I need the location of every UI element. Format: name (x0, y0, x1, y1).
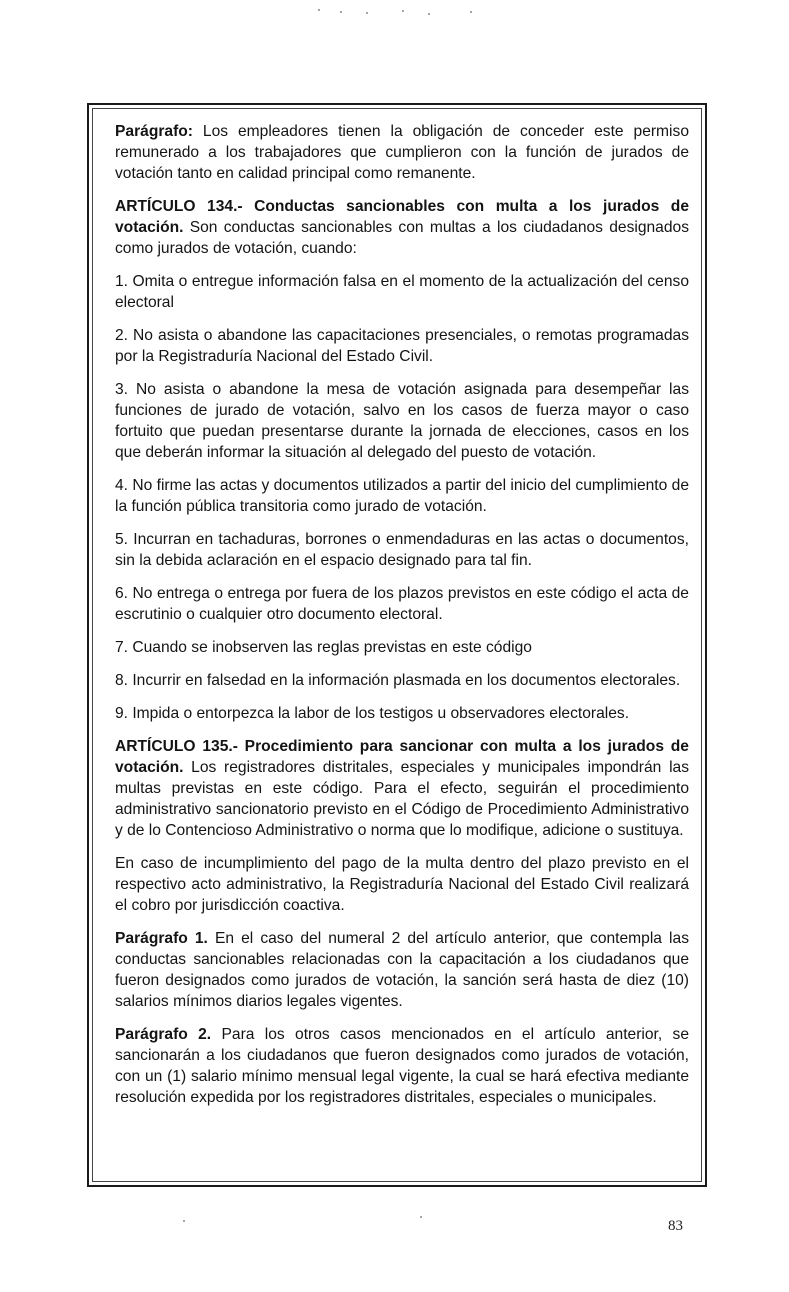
list-item-6: 6. No entrega o entrega por fuera de los plazos previstos en este código el acta de escrutinio o cualquier otro documento electoral. (115, 585, 689, 623)
list-item-5: 5. Incurran en tachaduras, borrones o enmendaduras en las actas o documentos, sin la debida aclaración en el espacio designado para tal fin. (115, 531, 689, 569)
paragrafo-1 (115, 928, 689, 1012)
scan-speck (340, 11, 342, 13)
scan-speck (366, 12, 368, 14)
list-item-9: 9. Impida o entorpezca la labor de los testigos u observadores electorales. (115, 705, 630, 722)
articulo-135-heading: ARTÍCULO 135.- Procedimiento para sancionar con multa a los jurados de votación. (115, 738, 689, 776)
articulo-134 (115, 196, 689, 259)
scan-speck (428, 13, 430, 15)
articulo-135 (115, 736, 689, 841)
articulo-135-text: Los registradores distritales, especiales y municipales impondrán las multas previstas en este código. Para el efecto, seguirán el procedimiento administrativo sancionatorio previsto en el Código de Procedimiento Administrativo y de lo Contencioso Administrativo o norma que lo modifique, adicione o sustituya. (115, 759, 689, 839)
scan-speck (318, 9, 320, 11)
list-item-7: 7. Cuando se inobserven las reglas previstas en este código (115, 639, 532, 656)
paragrafo-intro-heading: Parágrafo: (115, 123, 193, 140)
list-item-2: 2. No asista o abandone las capacitaciones presenciales, o remotas programadas por la Registraduría Nacional del Estado Civil. (115, 327, 689, 365)
scan-speck (470, 11, 472, 13)
list-item-4: 4. No firme las actas y documentos utilizados a partir del inicio del cumplimiento de la función pública transitoria como jurado de votación. (115, 477, 689, 515)
list-item-8: 8. Incurrir en falsedad en la información plasmada en los documentos electorales. (115, 672, 681, 689)
paragrafo-2-heading: Parágrafo 2. (115, 1026, 212, 1043)
scan-speck (183, 1220, 185, 1222)
scan-speck (402, 10, 404, 12)
list-item-1: 1. Omita o entregue información falsa en el momento de la actualización del censo electoral (115, 273, 689, 311)
scan-speck (420, 1216, 422, 1218)
paragrafo-1-heading: Parágrafo 1. (115, 930, 208, 947)
paragrafo-intro (115, 121, 689, 184)
list-item-3: 3. No asista o abandone la mesa de votación asignada para desempeñar las funciones de jurado de votación, salvo en los casos de fuerza mayor o caso fortuito que puedan presentarse durante la jornada de elecciones, casos en los que deberán informar la situación al delegado del puesto de votación. (115, 381, 689, 461)
articulo-134-heading: ARTÍCULO 134.- Conductas sancionables con multa a los jurados de votación. (115, 198, 689, 236)
incumplimiento-paragraph: En caso de incumplimiento del pago de la multa dentro del plazo previsto en el respectivo acto administrativo, la Registraduría Nacional del Estado Civil realizará el cobro por jurisdicción coactiva. (115, 855, 689, 914)
paragrafo-intro-text: Los empleadores tienen la obligación de conceder este permiso remunerado a los trabajadores que cumplieron con la función de jurados de votación tanto en calidad principal como remanente. (115, 123, 689, 182)
page-number: 83 (668, 1218, 683, 1234)
document-body (115, 121, 689, 1120)
paragrafo-1-text: En el caso del numeral 2 del artículo anterior, que contempla las conductas sancionables relacionadas con la capacitación a los ciudadanos que fueron designados como jurados de votación, la sanción será hasta de diez (10) salarios mínimos diarios legales vigentes. (115, 930, 689, 1010)
paragrafo-2 (115, 1024, 689, 1108)
paragrafo-2-text: Para los otros casos mencionados en el artículo anterior, se sancionarán a los ciudadanos que fueron designados como jurados de votación, con un (1) salario mínimo mensual legal vigente, la cual se hará efectiva mediante resolución expedida por los registradores distritales, especiales o municipales. (115, 1026, 690, 1106)
articulo-134-text: Son conductas sancionables con multas a los ciudadanos designados como jurados de votación, cuando: (115, 219, 689, 257)
